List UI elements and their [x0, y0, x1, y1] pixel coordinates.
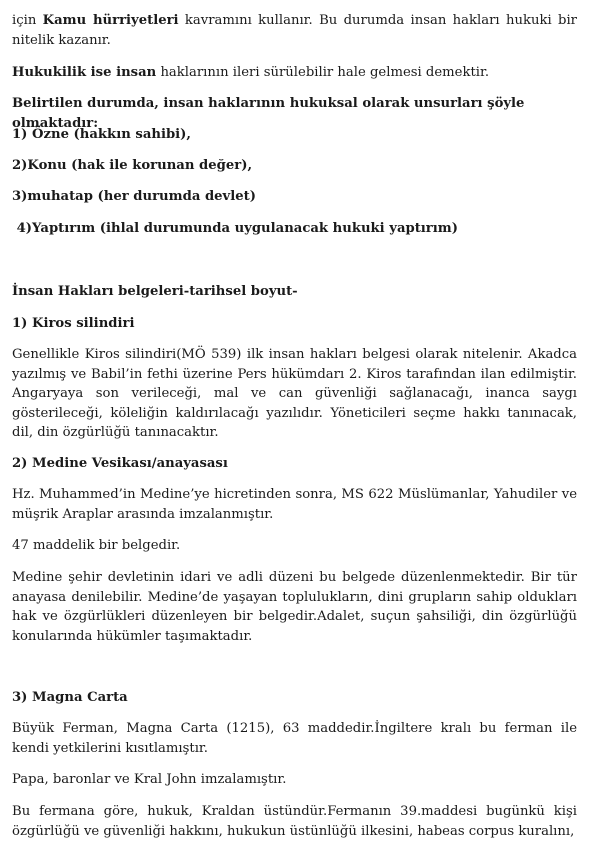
- magna-paragraph-3: Bu fermana göre, hukuk, Kraldan üstündür.Fermanın 39.maddesi bugünkü kişi özgürlüğü ve güvenliği hakkını, hukukun üstünlüğü ilkesini, habeas corpus kuralını,: [12, 804, 577, 839]
- magna-paragraph-1: Büyük Ferman, Magna Carta (1215), 63 maddedir.İngiltere kralı bu ferman ile kendi yetkilerini kısıtlamıştır.: [12, 721, 577, 756]
- element-item-4-text: 4)Yaptırım (ihlal durumunda uygulanacak hukuki yaptırım): [12, 221, 458, 236]
- hukukilik-text: haklarının ileri sürülebilir hale gelmesi demektir.: [156, 65, 490, 80]
- intro-text-pre: için: [12, 13, 43, 28]
- intro-text-post: kavramını kullanır. Bu durumda insan hakları hukuki bir nitelik kazanır.: [12, 13, 577, 48]
- kiros-heading-text: 1) Kiros silindiri: [12, 316, 135, 331]
- medine-heading-text: 2) Medine Vesikası/anayasası: [12, 456, 228, 471]
- element-item-1-text: 1) Özne (hakkın sahibi),: [12, 127, 192, 142]
- element-item-3-text: 3)muhatap (her durumda devlet): [12, 189, 256, 204]
- kiros-paragraph: Genellikle Kiros silindiri(MÖ 539) ilk insan hakları belgesi olarak nitelenir. Akadca yazılmış ve Babil’in fethi üzerine Pers hükümdarı 2. Kiros tarafından ilan edilmiştir. Angaryaya son verileceği, mal ve can güvenliği sağlanacağı, inanca saygı gösterileceği, köleliğin kaldırılacağı yazılıdır. Yöneticileri seçme hakkı tanınacak, dil, din özgürlüğü tanınacaktır.: [12, 347, 577, 440]
- medine-paragraph-1: Hz. Muhammed’in Medine’ye hicretinden sonra, MS 622 Müslümanlar, Yahudiler ve müşrik Araplar arasında imzalanmıştır.: [12, 487, 577, 522]
- intro-bold-term: Kamu hürriyetleri: [42, 13, 179, 28]
- medine-heading: [12, 454, 228, 474]
- magna-paragraph-2: Papa, baronlar ve Kral John imzalamıştır.: [12, 772, 287, 787]
- element-item-4: [12, 219, 458, 239]
- hukukilik-paragraph: [12, 63, 577, 83]
- intro-paragraph: [12, 11, 577, 50]
- history-heading-text: İnsan Hakları belgeleri-tarihsel boyut-: [12, 284, 298, 299]
- element-item-1: [12, 125, 191, 145]
- element-item-2: [12, 156, 252, 176]
- hukukilik-bold: Hukukilik ise insan: [12, 65, 157, 80]
- elements-intro-text: Belirtilen durumda, insan haklarının hukuksal olarak unsurları şöyle olmaktadır:: [12, 96, 525, 131]
- kiros-heading: [12, 314, 134, 334]
- element-item-2-text: 2)Konu (hak ile korunan değer),: [12, 158, 253, 173]
- history-heading: [12, 282, 298, 302]
- element-item-3: [12, 187, 256, 207]
- medine-paragraph-2: 47 maddelik bir belgedir.: [12, 538, 181, 553]
- magna-heading: [12, 688, 128, 708]
- medine-paragraph-3: Medine şehir devletinin idari ve adli düzeni bu belgede düzenlenmektedir. Bir tür anayasa denilebilir. Medine’de yaşayan toplulukların, dini grupların sahip oldukları hak ve özgürlükleri düzenleyen bir belgedir.Adalet, suçun şahsiliği, din özgürlüğü konularında hükümler taşımaktadır.: [12, 570, 577, 644]
- magna-heading-text: 3) Magna Carta: [12, 690, 128, 705]
